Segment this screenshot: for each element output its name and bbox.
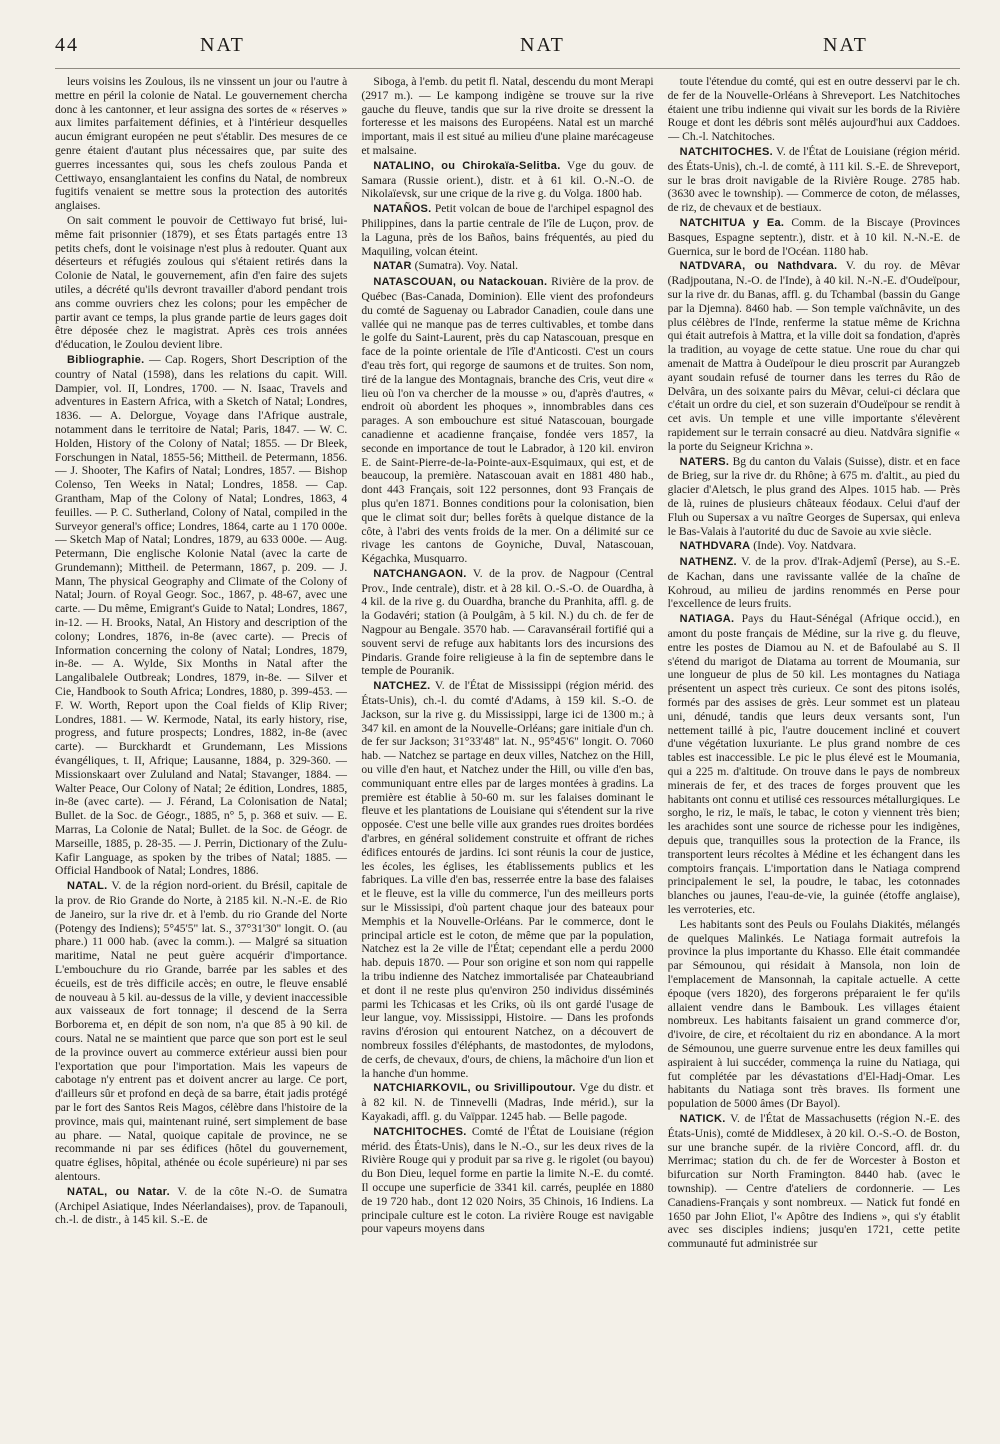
dictionary-entry — [361, 75, 653, 158]
entry-headword: Bibliographie. — [67, 353, 145, 366]
entry-text: Bg du canton du Valais (Suisse), distr. et en face de Brieg, sur la rive dr. du Rhône; à 675 m. d'altit., au pied du glacier d'Aletsch, le plus grand des Alpes. 1015 hab. — Près de là, ruines de plusieurs châteaux féodaux. Celui d'auf der Fluh ou Supersax a vu naître Georges de Supersax, qui enleva le Bas-Valais à l'autorité du duc de Savoie au xvie siècle. — [667, 454, 960, 538]
column-left — [55, 75, 347, 1435]
entry-headword: NATERS. — [679, 455, 730, 468]
dictionary-entry — [668, 216, 960, 258]
entry-headword: NATICK. — [679, 1112, 726, 1125]
entry-text: Comm. de la Biscaye (Provinces Basques, Espagne septentr.), distr. et à 10 kil. N.-N.-E. de Guernica, sur le bord de l'Océan. 1180 hab. — [667, 215, 960, 258]
entry-headword: NATCHITUA y Ea. — [679, 216, 785, 229]
running-head-left: NAT — [200, 34, 245, 56]
dictionary-entry — [55, 353, 347, 878]
entry-headword: NATAR — [373, 260, 412, 273]
dictionary-entry — [361, 259, 653, 274]
dictionary-entry — [668, 555, 960, 611]
dictionary-entry — [361, 275, 653, 566]
entry-headword: NATIAGA. — [679, 613, 735, 626]
entry-text: On sait comment le pouvoir de Cettiwayo fut brisé, lui-même fait prisonnier (1879), et ses États partagés entre 13 petits chefs, dont le voisinage n'est plus à redouter. Quant aux déserteurs et réfugiés zoulous qui s'étaient retirés dans la Colonie de Natal, le gouvernement, afin d'en faire des sujets utiles, a décrété qu'ils devront travailler d'abord pendant trois ans comme ouvriers chez les colons; pour les empêcher de partir avant ce temps, la plus grande partie de leurs gages doit être déposée chez le magistrat. Après ces trois années d'éducation, le Zoulou devient libre. — [55, 213, 348, 352]
entry-text: (Sumatra). Voy. Natal. — [414, 259, 519, 273]
entry-headword: NATHENZ. — [679, 556, 737, 569]
dictionary-entry — [668, 145, 960, 215]
entry-text: Vge du distr. et à 82 kil. N. de Tinnevelli (Madras, Inde mérid.), sur la Kayakadi, affl. g. du Vaïppar. 1245 hab. — Belle pagode. — [361, 1081, 654, 1123]
entry-text: V. de la prov. d'Irak-Adjemî (Perse), au S.-E. de Kachan, dans une ravissante vallée de la chaîne de Kohroud, au milieu de jardins renommés en Perse pour l'excellence de leurs fruits. — [667, 555, 960, 611]
entry-text: leurs voisins les Zoulous, ils ne vinssent un jour ou l'autre à mettre en péril la colonie de Natal. Le gouvernement chercha donc à les cantonner, et leur assigna des sortes de « réserves » aux limites parfaitement définies, et à l'intérieur desquelles aucun émigrant européen ne peut s'établir. Des mesures de ce genre étaient d'autant plus nécessaires que, par suite des guerres incessantes qui, sous les chefs zoulous Panda et Cettiwayo, ensanglantaient les confins du Natal, de nombreux fugitifs venaient se mettre sous la protection des autorités anglaises. — [55, 75, 348, 213]
dictionary-entry — [361, 679, 653, 1080]
dictionary-entry — [361, 1125, 653, 1236]
dictionary-entry — [361, 1081, 653, 1123]
dictionary-entry — [668, 612, 960, 917]
entry-text: V. de l'État de Massachusetts (région N.-E. des États-Unis), comté de Middlesex, à 20 kil. O.-S.-O. de Boston, sur une branche supér. de la rivière Concord, affl. dr. du Merrimac; station du ch. de fer de Worcester à Boston et bifurcation sur North Framington. 8440 hab. (avec le township). — Centre d'ateliers de cordonnerie. — Les Canadiens-Français y sont nombreux. — Natick fut fondé en 1650 par John Eliot, l'« Apôtre des Indiens », qui s'y établit avec ses disciples indiens; jusqu'en 1721, cette petite communauté fut administrée sur — [667, 1111, 960, 1251]
dictionary-entry — [668, 75, 960, 144]
entry-headword: NATAL, ou Natar. — [67, 1185, 170, 1198]
entry-headword: NATCHIARKOVIL, ou Srivillipoutour. — [373, 1082, 576, 1095]
entry-headword: NATAÑOS. — [373, 203, 432, 216]
dictionary-entry — [361, 159, 653, 201]
entry-text: V. de l'État de Louisiane (région mérid. des États-Unis), ch.-l. de comté, à 111 kil. S.-E. de Shreveport, sur le bras droit navigable de la Rivière Rouge. 2785 hab. (3630 avec le township). — Commerce de coton, de mélasses, de riz, de chevaux et de bestiaux. — [667, 144, 960, 215]
entry-headword: NATCHITOCHES. — [679, 145, 773, 158]
dictionary-entry — [55, 879, 347, 1184]
dictionary-entry — [55, 214, 347, 352]
dictionary-entry — [668, 259, 960, 453]
entry-text: toute l'étendue du comté, qui est en outre desservi par le ch. de fer de la Nouvelle-Orléans à Shreveport. Les Natchitoches étaient une tribu indienne qui vivait sur les bords de la Rivière Rouge et dont les débris sont mêlés aujourd'hui aux Caddoes. — Ch.-l. Natchitoches. — [667, 75, 960, 144]
entry-text: V. de l'État de Mississippi (région mérid. des États-Unis), ch.-l. du comté d'Adams, à 159 kil. S.-O. de Jackson, sur la rive g. du Mississippi, large ici de 1300 m.; à 347 kil. en amont de la Nouvelle-Orléans; gare initiale d'un ch. de fer sur Jackson; 31°33'48" lat. N., 95°45'6" longit. O. 7060 hab. — Natchez se partage en deux villes, Natchez on the Hill, ou ville d'en haut, et Natchez under the Hill, ou ville d'en bas, communiquant entre elles par de larges montées à gradins. La première est établie à 50-60 m. sur les falaises dominant le fleuve et les plantations de Louisiane qui s'étendent sur la rive opposée. C'est une belle ville aux grandes rues droites bordées d'arbres, en général solidement construite et offrant de riches édifices entourés de jardins. Ici sont réunis la cour de justice, les écoles, les églises, les établissements publics et les fabriques. La ville d'en bas, resserrée entre la base des falaises et le fleuve, est la ville du commerce, l'un des meilleurs ports sur le Mississipi, d'où partent chaque jour des bateaux pour Memphis et la Nouvelle-Orléans. Par le commerce, dont le principal article est le coton, de même que par la population, Natchez est la 2e ville de l'État; cependant elle a perdu 2000 hab. depuis 1870. — Pour son origine et son nom qui rappelle la tribu indienne des Natchez immortalisée par Chateaubriand et dont il ne reste plus qu'environ 250 individus disséminés parmi les Tchicasas et les Criks, où ils ont gardé l'usage de leur langue, voy. Mississippi, Histoire. — Dans les profonds ravins d'érosion qui entourent Natchez, on a découvert de nombreux fossiles d'éléphants, de mastodontes, de mylodons, de cerfs, de chevaux, d'ours, de chiens, la mâchoire d'un lion et la hanche d'un homme. — [361, 679, 654, 1080]
entry-text: Vge du gouv. de Samara (Russie orient.), distr. et à 61 kil. O.-N.-O. de Nikolaïevsk, sur une crique de la rive g. du Volga. 1800 hab. — [361, 158, 654, 201]
entry-text: V. de la côte N.-O. de Sumatra (Archipel Asiatique, Indes Néerlandaises), prov. de Tapanouli, ch.-l. de distr., à 145 kil. S.-E. de — [55, 1184, 348, 1227]
dictionary-entry — [55, 1185, 347, 1227]
entry-text: V. de la prov. de Nagpour (Central Prov., Inde centrale), distr. et à 28 kil. O.-S.-O. de Ouardha, à 4 kil. de la rive g. du Ouardha, branche du Pranhita, affl. g. de la Godavéri; station (à Poulgâm, à 5 kil. N.) du ch. de fer de Nagpour au Bengale. 3570 hab. — Caravansérail fortifié qui a souvent servi de refuge aux habitants lors des incursions des Pindaris. Grande foire religieuse à la fin de septembre dans le temple de Pouranik. — [361, 566, 654, 678]
entry-headword: NATALINO, ou Chirokaïa-Selitba. — [373, 159, 561, 172]
entry-text: Rivière de la prov. de Québec (Bas-Canada, Dominion). Elle vient des profondeurs du comté de Saguenay ou Labrador Canadien, coule dans une vallée qui ne manque pas de terres cultivables, et tombe dans le golfe du Saint-Laurent, près du cap Natascouan, presque en face de la pointe orientale de l'île d'Anticosti. C'est un cours d'eau très fort, qui regorge de saumons et de truites. Son nom, tiré de la langue des Montagnais, branche des Cris, veut dire « lieu où l'on va chercher de la mousse » ou, d'après d'autres, « endroit où abordent les phoques », innombrables dans ces parages. A son embouchure est situé Natascouan, bourgade canadienne et acadienne française, fondée vers 1857, la seconde en importance de tout le Labrador, à 120 kil. environ E. de Saint-Pierre-de-la-Pointe-aux-Esquimaux, qui est, et de beaucoup, la première. Natascouan avait en 1881 480 hab., dont 443 Français, soit 122 personnes, dont 93 Français de plus qu'en 1871. Bonnes conditions pour la colonisation, bien que le climat soit dur; belles forêts à quelque distance de la côte, à l'abri des vents froids de la mer. On a délimité sur ce rivage les cantons de Goyniche, Duval, Natascouan, Kégachka, Musquarro. — [361, 275, 654, 566]
entry-text: V. de la région nord-orient. du Brésil, capitale de la prov. de Rio Grande do Norte, à 2185 kil. N.-N.-E. de Rio de Janeiro, sur la rive dr. et à l'emb. du rio Grande del Norte (Potengy des Indiens); 5°45'5" lat. S., 37°31'30" longit. O. (au phare.) 11 000 hab. (avec la comm.). — Malgré sa situation maritime, Natal ne peut guère acquérir d'importance. L'embouchure du rio Grande, barrée par les sables et des écueils, est de très difficile accès; en outre, le fleuve ensablé de nouveau à 5 kil. au-dessus de la ville, y devient inaccessible aux vaisseaux de fort tonnage; il descend de la Serra Borborema et, en dépit de son nom, n'a que 85 à 90 kil. de cours. Natal ne se maintient que parce que son port est le seul de la province ouvert au commerce extérieur aussi bien pour l'exportation que pour l'importation. Mais les vapeurs de cabotage n'y entrent pas et doivent ancrer au large. Ce port, d'ailleurs sûr et profond en deçà de sa barre, était jadis protégé par le fort des Santos Reis Magos, célèbre dans l'histoire de la province, mais qui, maintenant ruiné, sert simplement de base au phare. — Natal, quoique capitale de province, ne se recommande ni par ses édifices (hôtel du gouvernement, quatre églises, hôpital, athénée ou école supérieure) ni par ses alentours. — [55, 879, 348, 1183]
entry-headword: NATASCOUAN, ou Natackouan. — [373, 276, 548, 289]
entry-text: Comté de l'État de Louisiane (région mérid. des États-Unis), dans le N.-O., sur les deux rives de la Rivière Rouge qui y produit par sa rive g. le rigolet (ou bayou) du Bon Dieu, lequel forme en partie la limite N.-E. du comté. Il occupe une superficie de 3341 kil. carrés, peuplée en 1880 de 19 720 hab., dont 12 020 Noirs, 35 Chinois, 16 Indiens. La principale culture est le coton. La rivière Rouge est navigable pour vapeurs moyens dans — [361, 1124, 654, 1236]
column-middle — [361, 75, 653, 1435]
entry-text: — Cap. Rogers, Short Description of the country of Natal (1598), dans les relations du capit. Will. Dampier, vol. II, Londres, 1700. — N. Isaac, Travels and adventures in Eastern Africa, with a Sketch of Natal; Londres, 1836. — A. Delorgue, Voyage dans l'Afrique australe, notamment dans le territoire de Natal; Paris, 1847. — W. C. Holden, History of the Colony of Natal; 1855. — Dr Bleek, Forschungen in Natal, 1855-56; Mittheil. de Petermann, 1856. — J. Shooter, The Kafirs of Natal; Londres, 1857. — Bishop Colenso, Ten Weeks in Natal; Londres, 1858. — Cap. Grantham, Map of the Colony of Natal; Londres, 1863, 4 feuilles. — P. C. Sutherland, Colony of Natal, compiled in the Surveyor general's office; Londres, 1864, carte au 1 170 000e. — Sketch Map of Natal; Londres, 1879, au 633 000e. — Aug. Petermann, Die englische Kolonie Natal (avec la carte de Grundemann); Mittheil. de Petermann, 1867, p. 209. — J. Mann, The physical Geography and Climate of the Colony of Natal; Journ. of Royal Geogr. Soc., 1867, p. 48-67, avec une carte. — Du même, Emigrant's Guide to Natal; Londres, 1867, in-12. — H. Brooks, Natal, An History and description of the colony; Londres, 1876, in-8e (avec carte). — Precis of Information concerning the colony of Natal; Londres, 1879, in-8e. — A. Wylde, Six Months in Natal after the Langalibalele Outbreak; Londres, 1879, in-8e. — Silver et Cie, Handbook to South Africa; Londres, 1880, p. 399-453. — F. W. Worth, Report upon the Coal fields of Klip River; Londres, 1881. — W. Kermode, Natal, its early history, rise, progress, and future prospects; Londres, 1882, in-8e (avec carte). — Burckhardt et Grundemann, Les Missions évangéliques, t. II, Afrique; Lausanne, 1884, p. 329-360. — Missionskaart over Zululand and Natal; Stavanger, 1884. — Walter Peace, Our Colony of Natal; 2e édition, Londres, 1885, in-8e (avec carte). — J. Férand, La Colonisation de Natal; Bullet. de la Soc. de Géogr., 1885, n° 5, p. 368 et suiv. — E. Marras, La Colonie de Natal; Bullet. de la Soc. de Géogr. de Marseille, 1885, p. 28-35. — J. Perrin, Dictionary of the Zulu-Kafir Language, as spoken by the tribes of Natal; 1885. — Official Handbook of Natal; Londres, 1886. — [55, 352, 348, 878]
entry-headword: NATHDVARA — [679, 540, 751, 553]
entry-text: (Inde). Voy. Natdvara. — [753, 539, 857, 553]
entry-text: Pays du Haut-Sénégal (Afrique occid.), en amont du poste français de Médine, sur la rive g. du fleuve, entre les postes de Diamou au N. et de Bafoulabé au S. Il s'étend du marigot de Diatama au torrent de Moumania, sur une longueur de plus de 50 kil. Les montagnes du Natiaga présentent un aspect très curieux. Ce sont des pitons isolés, formés par des assises de grès. Leur sommet est un plateau uni, dénudé, tandis que leurs deux versants sont, l'un nettement taillé à pic, l'autre doucement incliné et couvert d'une végétation luxuriante. Le plus grand nombre de ces tables est inaccessible. Le pic le plus élevé est le Moumania, qui a 225 m. d'altitude. On trouve dans le pays de nombreux minerais de fer, et des traces de forges prouvent que les habitants ont connu et utilisé ces ressources métallurgiques. Le sorgho, le riz, le maïs, le tabac, le coton y viennent très bien; les arachides sont une source de richesse pour les indigènes, depuis que, tranquilles sous la protection de la France, ils transportent leurs récoltes à Médine et les échangent dans les comptoirs français. L'importation dans le Natiaga comprend principalement le sel, la poudre, le tabac, les cotonnades blanches ou jaunes, l'eau-de-vie, la guinée (étoffe anglaise), les verroteries, etc. — [667, 612, 960, 917]
column-right — [668, 75, 960, 1435]
entry-headword: NATCHANGAON. — [373, 567, 467, 580]
page-header — [55, 26, 960, 64]
dictionary-entry — [361, 567, 653, 678]
running-head-right: NAT — [823, 34, 868, 56]
entry-text: Les habitants sont des Peuls ou Foulahs Diakités, mélangés de quelques Malinkés. Le Natiaga formait autrefois la province la plus importante du Khasso. Elle était commandée par Sémounou, qui résidait à Mansola, non loin de l'emplacement de Mansonnah, la capitale actuelle. A cette époque (vers 1820), des forgerons préparaient le fer qu'ils allaient vendre dans le Bambouk. Les villages étaient nombreux. Les habitants faisaient un grand commerce d'or, d'ivoire, de cire, et récoltaient du riz en abondance. A la mort de Sémounou, une guerre survenue entre les deux familles qui aspiraient à lui succéder, commença la ruine du Natiaga, qui fut complétée par les dévastations d'El-Hadj-Omar. Les habitants du Natiaga sont très braves. Ils forment une population de 5000 âmes (Dr Bayol). — [667, 917, 960, 1111]
entry-headword: NATDVARA, ou Nathdvara. — [679, 260, 838, 273]
text-columns — [55, 75, 960, 1435]
dictionary-entry — [361, 202, 653, 258]
dictionary-entry — [668, 455, 960, 539]
entry-headword: NATCHEZ. — [373, 680, 431, 693]
entry-headword: NATCHITOCHES. — [373, 1125, 467, 1138]
dictionary-entry — [668, 918, 960, 1111]
entry-headword: NATAL. — [67, 880, 108, 893]
page-number: 44 — [55, 34, 79, 56]
dictionary-entry — [668, 539, 960, 554]
entry-text: Petit volcan de boue de l'archipel espagnol des Philippines, dans la partie centrale de l'île de Luçon, prov. de la Laguna, près de los Baños, bains fréquentés, au pied du Maquiling, volcan éteint. — [361, 202, 654, 258]
running-head-center: NAT — [520, 34, 565, 56]
dictionary-entry — [55, 75, 347, 213]
entry-text: Siboga, à l'emb. du petit fl. Natal, descendu du mont Merapi (2917 m.). — Le kampong indigène se trouve sur la rive gauche du fleuve, tandis que sur la rive droite se dressent la forteresse et les maisons des Européens. Natal est un marché important, mais il est situé au milieu d'une plaine marécageuse et malsaine. — [361, 75, 654, 157]
dictionary-entry — [668, 1112, 960, 1251]
header-rule — [55, 68, 960, 69]
entry-text: V. du roy. de Mêvar (Radjpoutana, N.-O. de l'Inde), à 40 kil. N.-N.-E. d'Oudeïpour, sur la rive dr. du Banas, affl. g. du Tchambal (bassin du Gange par la Djemna). 8460 hab. — Son temple vaïchnâvite, un des plus célèbres de l'Inde, renferme la statue même de Krichna qui était autrefois à Mattra, et la ville doit sa fondation, d'après la tradition, au voyage de cette statue. Une roue du char qui amenait de Mattra à Oudeïpour le dieu proscrit par Aurangzeb ayant soudain refusé de tourner dans les terres du Râo de Delvâra, un des soixante pairs du Mêvar, celui-ci déclara que c'était un ordre du ciel, et son suzerain d'Oudeïpour se rendit à cet avis. Un temple et une ville importante s'élevèrent rapidement sur le terrain consacré au dieu. Natdvâra signifie « la porte du Seigneur Krichna ». — [667, 259, 960, 453]
